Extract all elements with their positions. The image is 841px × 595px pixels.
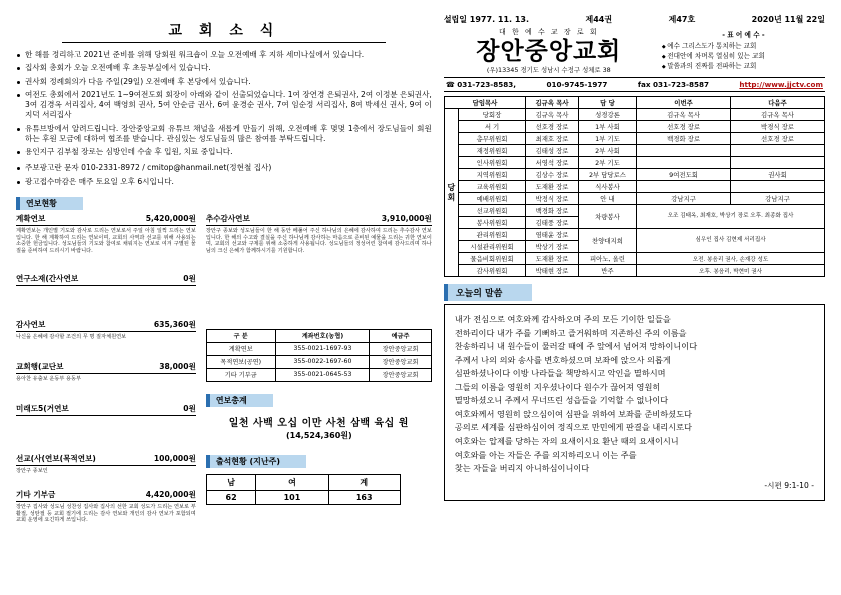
table-row (206, 368, 431, 381)
church-slogans (662, 27, 825, 72)
offering-col-left (16, 213, 196, 539)
attendance-header: 출석현황 (지난주) (206, 455, 306, 468)
org-role: 감사위원회 (458, 265, 525, 277)
table-row (444, 157, 824, 169)
scripture-line: 멸망하셨오니 주께서 무너뜨린 성읍들을 기억할 수 없나이다 (454, 395, 669, 406)
org-this-week: 김규옥 목사 (637, 109, 731, 121)
org-next-week (731, 181, 825, 193)
org-this-week: 9여전도회 (637, 169, 731, 181)
offering-amount-right: 3,910,000원 (381, 213, 432, 223)
offering-label: 연구소재(간사연보 (16, 273, 79, 283)
offering-note: 장안구 집사와 성도님 성찬성 집사와 집사의 선한 교회 성도가 드리는 연보로 부활절, 성탄절 등 교회 절기에 드리는 감사 연보와 개인의 감사 연보가 포함되며 교회 운영에 요긴하게 쓰입니다. (16, 503, 196, 524)
org-role: 재정위원회 (458, 145, 525, 157)
offering-amount: 38,000원 (159, 361, 196, 371)
scripture-line: 여호와께서 영원히 앉으심이여 심판을 위하여 보좌를 준비하셨도다 (454, 408, 692, 419)
org-this-week (637, 157, 731, 169)
org-duty: 찬양대지희 (578, 229, 636, 253)
church-news-title: 교 회 소 식 (168, 23, 280, 39)
table-row (206, 355, 431, 368)
org-person: 박상기 장로 (526, 241, 579, 253)
founded-date: 설립일 1977. 11. 13. (443, 15, 530, 24)
mobile-number: 010-9745-1977 (546, 80, 608, 90)
org-role: 물음비회위원회 (458, 253, 525, 265)
attendance-col-male: 남 (206, 474, 256, 490)
offering-amount: 635,360원 (153, 319, 196, 329)
offering-label: 기타 기부금 (16, 489, 56, 499)
fax-number: fax 031-723-8587 (637, 80, 709, 90)
org-duty: 2부 담당로스 (578, 169, 636, 181)
issue-date: 2020년 11월 22일 (751, 15, 825, 24)
offering-amount: 4,420,000원 (145, 489, 196, 499)
offering-amount: 0원 (183, 273, 196, 283)
org-next-week (731, 157, 825, 169)
ad-contact-text: 주보광고란 문자 010-2331-8972 / cmitop@hanmail.net(정현철 집사) (25, 163, 272, 173)
offering-line (16, 453, 196, 466)
church-identity (444, 27, 654, 74)
account-table-header-row (206, 329, 431, 342)
org-role: 당회장 (458, 109, 525, 121)
org-col-next-week: 다음주 (731, 97, 825, 109)
org-header-row (444, 97, 824, 109)
offering-note: 장안구 종보인 (16, 467, 48, 474)
org-person: 선호경 장로 (526, 121, 579, 133)
org-person: 도재환 장로 (526, 253, 579, 265)
offering-line (16, 273, 196, 286)
table-row (444, 133, 824, 145)
organization-table (444, 96, 825, 277)
org-person: 박정식 장로 (526, 193, 579, 205)
attendance-female: 101 (256, 490, 328, 504)
table-row (444, 229, 824, 241)
org-role: 시설관리위원회 (458, 241, 525, 253)
table-row (206, 490, 400, 504)
scripture-line: 주께서 나의 의와 송사를 변호하셨으며 보좌에 앉으사 의롭게 (454, 354, 671, 365)
slogan-item: ◆ 말씀과의 진짜를 전파하는 교회 (662, 62, 825, 72)
org-role: 지역위원회 (458, 169, 525, 181)
notice-item: 유튜브방에서 알려드립니다. 장안중앙교회 유튜브 채널을 새롭게 만들기 위해, 오전예배 후 몇몇 1층에서 장도님들이 회원하는 후원 모금에 대하여 협조를 받습니다. 관심있는 성도님들의 많은 참여를 부탁드립니다. (16, 124, 432, 145)
scripture-line: 찾는 자들을 버리지 아니하심이니이다 (454, 463, 590, 474)
offering-total-numeric: (14,524,360원) (286, 430, 352, 440)
right-column (444, 14, 825, 581)
org-person: 서영석 장로 (526, 157, 579, 169)
attendance-col-female: 여 (256, 474, 328, 490)
notice-item: 한 해를 정리하고 2021년 준비를 위해 당회원 워크숍이 오늘 오전예배 후 지하 세미나실에서 있습니다. (16, 50, 432, 60)
offering-label: 감사연보 (16, 319, 46, 329)
org-this-week: 오후. 봉음리, 박현미 권사 (637, 265, 825, 277)
scripture-line: 여호와를 아는 자들은 주를 의지하리오니 이는 주를 (454, 449, 637, 460)
org-person: 최재호 장로 (526, 133, 579, 145)
offering-label: 선교(사(연보(목적연보) (16, 453, 96, 463)
offering-columns (16, 213, 432, 539)
slogan-list (662, 42, 825, 72)
offering-label: 교회행(교단보 (16, 361, 64, 371)
notice-item: 용인지구 김부철 장로는 심방인데 수술 후 입원, 치료 중입니다. (16, 147, 432, 157)
org-role: 서 기 (458, 121, 525, 133)
org-this-week: 오조 김태옥, 최재호, 박상기 장로 오후. 최종화 집사 (637, 205, 825, 229)
org-role: 관리위원회 (458, 229, 525, 241)
ad-deadline: 광고접수마감은 매주 토요일 오후 6시입니다. (16, 177, 432, 187)
account-col-number: 계좌번호(농협) (275, 329, 370, 342)
scripture-line: 내가 전심으로 여호와께 감사하오며 주의 모든 기이한 일들을 (454, 314, 671, 325)
church-address: (우)13345 경기도 성남시 수정구 성체로 38 (486, 66, 611, 75)
offering-label: 계확연보 (16, 213, 46, 223)
masthead (444, 14, 825, 25)
account-type: 계확연보 (206, 342, 275, 355)
account-col-type: 구 분 (206, 329, 275, 342)
org-role: 교육위원회 (458, 181, 525, 193)
org-duty: 2부 사회 (578, 145, 636, 157)
org-duty: 피아노, 올린 (578, 253, 636, 265)
offering-note (16, 418, 196, 448)
account-type: 목적연보(공연) (206, 355, 275, 368)
offering-line (206, 213, 432, 226)
org-col-this-week: 이번주 (637, 97, 731, 109)
org-role: 총무위원회 (458, 133, 525, 145)
title-divider (62, 42, 386, 43)
org-col-pastor-title: 담임목사 (444, 97, 525, 109)
offering-label: 미래도5(거연보 (16, 403, 69, 413)
org-duty: 안 내 (578, 193, 636, 205)
org-person: 김태풍 장로 (526, 217, 579, 229)
todays-word-body (444, 304, 825, 501)
offering-note-right: 장안구 종보와 성도님들이 한 해 동안 베풀어 주신 하나님의 은혜에 감사하여 드리는 추수감사 연보입니다. 한 해의 수고와 결실을 주신 하나님께 감사하는 마음으로 준비된 예물을 드리는 귀한 연보이며, 교회의 선교와 구제를 위해 소중하게 사용됩니다. 성도님들의 정성어린 참여에 감사드리며 하나님의 크신 은혜가 함께하시기를 기원합니다. (205, 227, 432, 254)
left-column (16, 14, 432, 581)
scripture-line: 공의로 세계를 심판하심이여 정직으로 만민에게 판결을 내리시로다 (454, 422, 692, 433)
offering-note: 용아찬 유출보 운동부 용동부 (16, 375, 82, 382)
offering-line (16, 213, 196, 226)
offering-note: 나신을 은혜에 감사할 조건의 무 명 질자체원연보 (16, 333, 127, 340)
org-side-label: 당 회 (444, 109, 458, 277)
notice-item: 권사회 정례회의가 다음 주일(29일) 오전예배 후 본당에서 있습니다. (16, 77, 432, 87)
org-next-week: 박경식 장로 (731, 121, 825, 133)
org-duty: 반주 (578, 265, 636, 277)
slogan-item: ◆ 예수 그리스도가 통치하는 교회 (662, 42, 825, 52)
ad-submission-contact (16, 163, 432, 173)
org-person: 도재환 장로 (526, 181, 579, 193)
phone-number: ☎ 031-723-8583, (445, 80, 516, 90)
org-next-week: 김규옥 목사 (731, 109, 825, 121)
org-role: 선교위원회 (458, 205, 525, 217)
offering-amount: 0원 (183, 403, 196, 413)
volume-number: 제44권 (585, 15, 613, 24)
attendance-total: 163 (328, 490, 400, 504)
church-website-link[interactable]: http://www.jjctv.com (739, 80, 823, 90)
offering-line (16, 489, 196, 502)
org-this-week: 백경화 장로 (637, 133, 731, 145)
offering-amount: 100,000원 (153, 453, 196, 463)
org-role: 인사위원회 (458, 157, 525, 169)
church-name: 장안중앙교회 (476, 36, 622, 65)
todays-word-header: 오늘의 말씀 (444, 284, 533, 301)
org-this-week: 선호경 장로 (637, 121, 731, 133)
org-duty: 2부 기도 (578, 157, 636, 169)
org-this-week (637, 181, 731, 193)
account-number: 355-0021-0645-53 (275, 368, 370, 381)
offering-total-header: 연보총계 (206, 394, 273, 407)
table-row (444, 109, 824, 121)
offering-col-right (206, 213, 432, 539)
offering-note (16, 288, 196, 314)
org-this-week: 심우인 집사 김현제 서리집사 (637, 229, 825, 253)
org-col-pastor-name: 김규옥 목사 (526, 97, 579, 109)
issue-number: 제47호 (668, 15, 696, 24)
org-next-week: 강남지구 (731, 193, 825, 205)
org-next-week (731, 145, 825, 157)
org-duty: 성경강론 (578, 109, 636, 121)
org-this-week (637, 145, 731, 157)
org-role: 예배위원회 (458, 193, 525, 205)
slogan-item: ◆ 전대안에 차며록 열심히 있는 교회 (662, 52, 825, 62)
org-person: 김규옥 목사 (526, 109, 579, 121)
scripture-line: 심판하셨나이다 이방 나라들을 책망하시고 악인을 멸하시며 (454, 368, 666, 379)
org-this-week: 오전. 봉음리 권사, 손재강 성도 (637, 253, 825, 265)
org-person: 백경화 장로 (526, 205, 579, 217)
scripture-reference: -시편 9:1-10 - (764, 480, 814, 490)
church-header (444, 27, 825, 74)
notice-list (16, 50, 432, 157)
org-duty: 1부 사회 (578, 121, 636, 133)
scripture-line: 찬송하리니 내 원수들이 물러갈 때에 주 앞에서 넘어져 망하이니이다 (454, 341, 698, 352)
offering-label-right: 추수감사연보 (205, 213, 250, 223)
table-row (444, 169, 824, 181)
org-duty: 1부 기도 (578, 133, 636, 145)
org-col-duty: 담 당 (578, 97, 636, 109)
notice-item: 집사회 총회가 오늘 오전예배 후 초등부실에서 있습니다. (16, 63, 432, 73)
scripture-line: 여호와는 압제를 당하는 자의 요새이시요 환난 때의 요새이시니 (454, 435, 679, 446)
org-person: 염태윤 장로 (526, 229, 579, 241)
org-person: 김태성 장로 (526, 145, 579, 157)
offering-status-header: 연보현황 (16, 197, 83, 210)
offering-total-korean: 일천 사백 오십 이만 사천 삼백 육십 원 (228, 417, 409, 429)
org-this-week: 강남지구 (637, 193, 731, 205)
org-person: 박태현 장로 (526, 265, 579, 277)
table-row (206, 342, 431, 355)
table-row (444, 121, 824, 133)
table-row (444, 265, 824, 277)
org-duty: 차량봉사 (578, 205, 636, 229)
attendance-male: 62 (206, 490, 256, 504)
notice-item: 여전도 총회에서 2021년도 1~9여전도회 회장이 아래와 같이 선출되었습니다. 1여 장연경 은퇴권사, 2여 이정분 은퇴권사, 3여 김경옥 서리집사, 4여 백영희 권사, 5여 안순금 권사, 6여 윤경순 권사, 7여 임순정 서리집사, 8여 박세신 권사, 9여 이지덕 서리집사 (16, 90, 432, 121)
account-number: 355-0022-1697-60 (275, 355, 370, 368)
offering-amount: 5,420,000원 (145, 213, 196, 223)
table-row (444, 193, 824, 205)
org-duty: 식사봉사 (578, 181, 636, 193)
table-row (444, 205, 824, 217)
attendance-table (206, 474, 401, 505)
account-number: 355-0021-1697-93 (275, 342, 370, 355)
attendance-header-row (206, 474, 400, 490)
scripture-line: 전하리이다 내가 주를 기뻐하고 즐거워하며 지존하신 주의 이름을 (454, 327, 687, 338)
org-next-week: 선호경 장로 (731, 133, 825, 145)
table-row (444, 145, 824, 157)
account-col-holder: 예금주 (370, 329, 432, 342)
offering-line (16, 319, 196, 332)
offering-line (16, 361, 196, 374)
org-role: 봉사위원회 (458, 217, 525, 229)
org-person: 김상수 장로 (526, 169, 579, 181)
account-holder: 장안중앙교회 (370, 342, 432, 355)
denomination-label: 대 한 예 수 교 장 로 회 (498, 28, 599, 36)
slogan-title: - 표 어 예 수 - (722, 31, 765, 39)
offering-line (16, 403, 196, 416)
table-row (444, 181, 824, 193)
org-next-week: 권사회 (731, 169, 825, 181)
account-type: 기타 기부금 (206, 368, 275, 381)
account-holder: 장안중앙교회 (370, 368, 432, 381)
account-table (206, 329, 432, 382)
attendance-col-total: 계 (328, 474, 400, 490)
table-row (444, 253, 824, 265)
contact-bar (444, 77, 825, 92)
offering-note: 계확연보는 개인별 기도와 감사로 드리는 연보로서 주일 아침 일찍 드리는 연보입니다. 한 해 계확하여 드리는 연보이며, 교회의 사역과 선교를 위해 사용되는 소중한 헌금입니다. 성도님들의 기도와 참여로 채워지는 연보로 여겨 구별된 물질을 준비하여 드리시기 바랍니다. (16, 227, 196, 254)
account-holder: 장안중앙교회 (370, 355, 432, 368)
contact-notice-list (16, 163, 432, 187)
scripture-line: 그들의 이름을 영원히 지우셨나이다 원수가 끊어져 영원히 (454, 381, 661, 392)
